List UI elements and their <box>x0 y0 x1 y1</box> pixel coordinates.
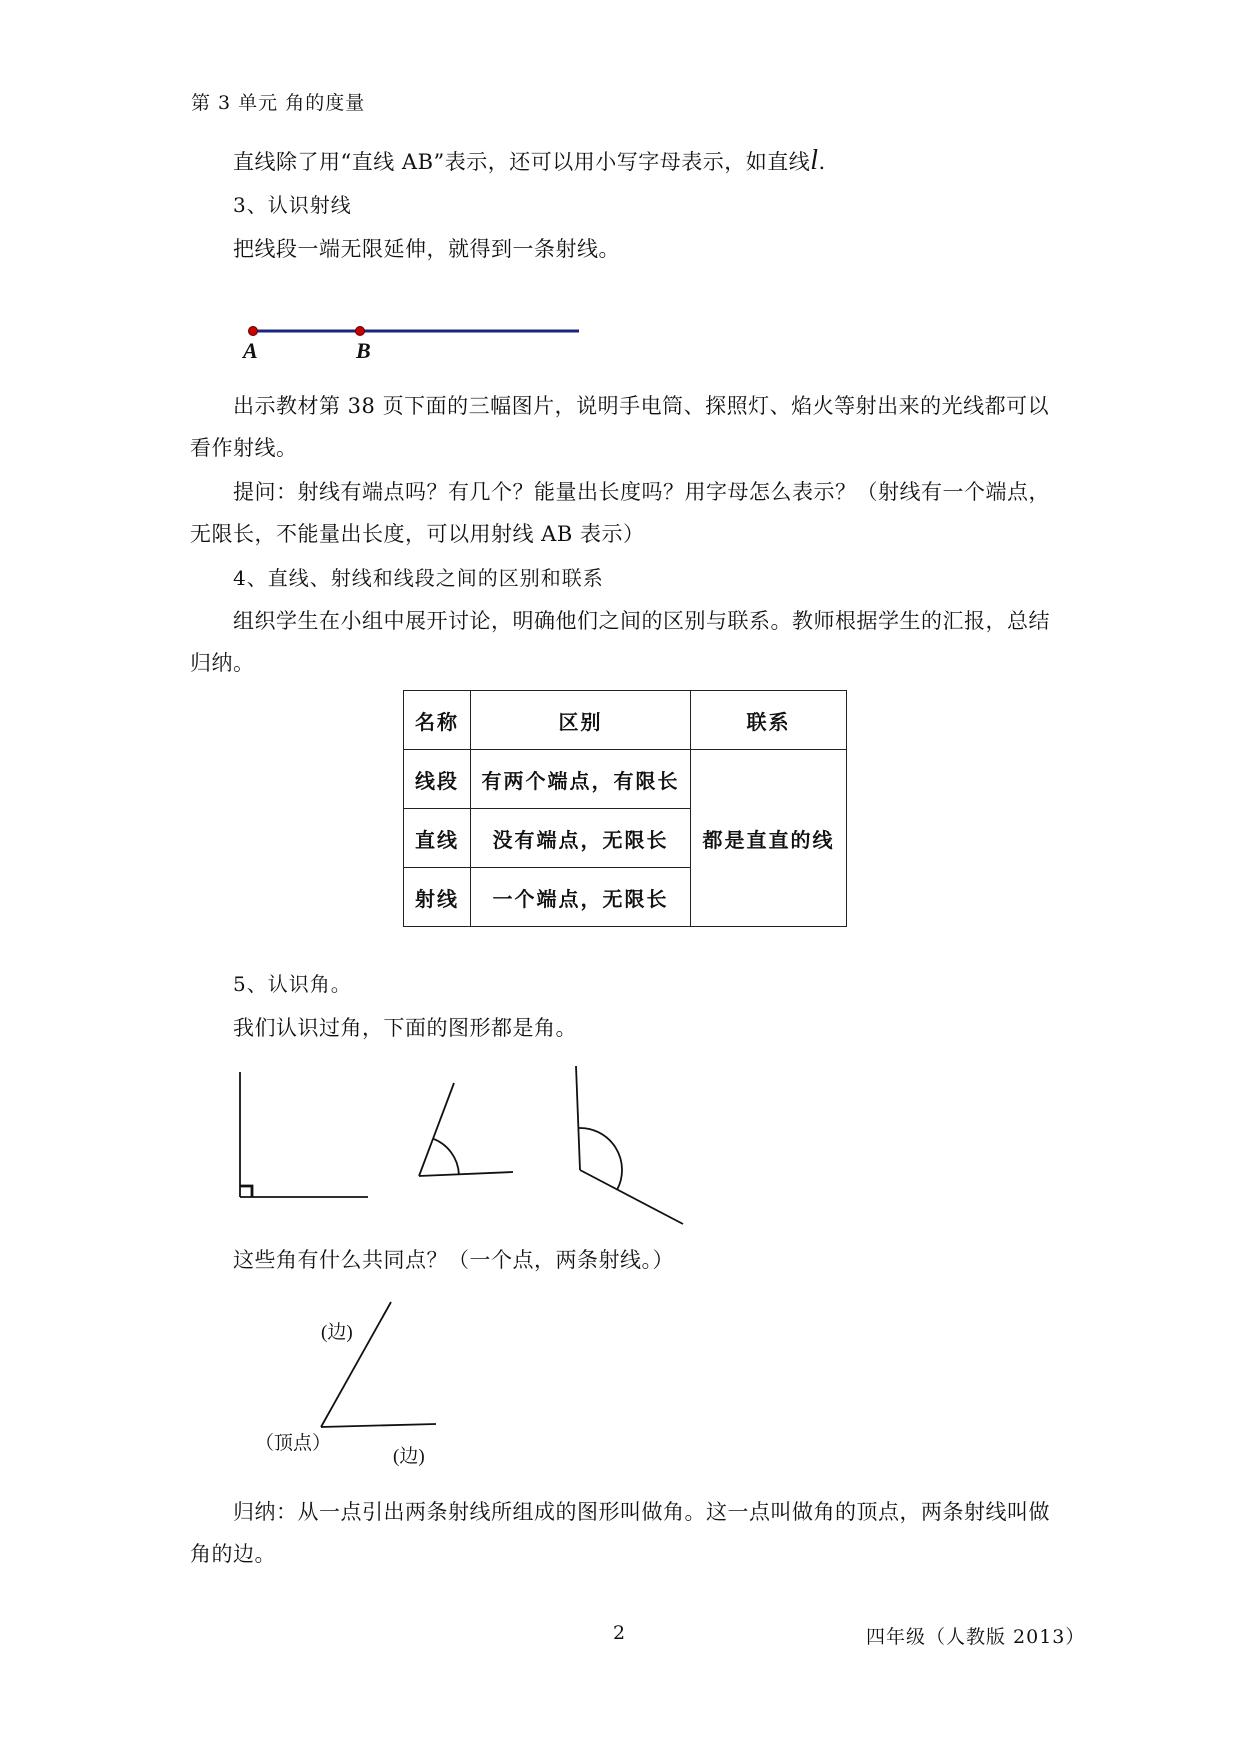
header-connection: 联系 <box>691 691 847 750</box>
row-name: 射线 <box>404 868 471 927</box>
point-a-label: A <box>243 338 258 363</box>
obtuse-angle-figure <box>576 1066 683 1224</box>
summary-line-1: 归纳：从一点引出两条射线所组成的图形叫做角。这一点叫做角的顶点，两条射线叫做 <box>233 1500 1050 1524</box>
right-angle-figure <box>240 1072 368 1197</box>
comparison-table <box>403 690 847 927</box>
section-4-title: 4、直线、射线和线段之间的区别和联系 <box>233 566 604 590</box>
acute-angle-upper-side <box>419 1083 454 1176</box>
row-difference: 一个端点，无限长 <box>471 868 691 927</box>
angles-intro: 我们认识过角，下面的图形都是角。 <box>233 1016 577 1040</box>
table-row <box>404 750 847 809</box>
obtuse-angle-lower-side <box>580 1170 683 1224</box>
line-period: . <box>818 150 826 174</box>
section-5-title: 5、认识角。 <box>233 972 352 996</box>
ray-definition: 把线段一端无限延伸，就得到一条射线。 <box>233 237 620 261</box>
grade-edition: 四年级（人教版 2013） <box>866 1626 1086 1648</box>
discuss-line-1: 组织学生在小组中展开讨论，明确他们之间的区别与联系。教师根据学生的汇报，总结 <box>233 609 1050 633</box>
acute-angle-lower-side <box>419 1172 513 1176</box>
header-difference: 区别 <box>471 691 691 750</box>
question-line-1: 提问：射线有端点吗？有几个？能量出长度吗？用字母怎么表示？（射线有一个端点， <box>233 480 1050 504</box>
labeled-angle-lower-side <box>321 1424 436 1427</box>
line-letter: l <box>810 145 819 176</box>
point-b-label: B <box>356 338 371 363</box>
row-difference: 没有端点，无限长 <box>471 809 691 868</box>
row-name: 线段 <box>404 750 471 809</box>
point-b-dot <box>356 327 365 336</box>
unit-header: 第 3 单元 角的度量 <box>191 92 366 114</box>
show-text-line-2: 看作射线。 <box>190 436 298 460</box>
common-question: 这些角有什么共同点？（一个点，两条射线。） <box>233 1248 674 1272</box>
summary-line-2: 角的边。 <box>190 1542 276 1566</box>
obtuse-angle-upper-side <box>576 1066 580 1170</box>
page-number: 2 <box>613 1622 626 1644</box>
common-connection: 都是直直的线 <box>691 750 847 927</box>
discuss-line-2: 归纳。 <box>190 651 255 675</box>
acute-angle-figure <box>419 1083 513 1176</box>
acute-angle-arc <box>433 1139 459 1175</box>
row-difference: 有两个端点，有限长 <box>471 750 691 809</box>
side-label-top: (边) <box>321 1322 353 1343</box>
question-line-2: 无限长，不能量出长度，可以用射线 AB 表示） <box>190 522 645 546</box>
section-3-title: 3、认识射线 <box>233 193 352 217</box>
header-name: 名称 <box>404 691 471 750</box>
right-angle-mark <box>240 1186 252 1197</box>
table-header-row <box>404 691 847 750</box>
vertex-label: （顶点） <box>255 1433 332 1454</box>
show-text-line-1: 出示教材第 38 页下面的三幅图片，说明手电筒、探照灯、焰火等射出来的光线都可以 <box>233 394 1050 418</box>
line-notation-text: 直线除了用“直线 AB”表示，还可以用小写字母表示，如直线 <box>233 150 811 174</box>
ray-figure <box>249 327 580 336</box>
point-a-dot <box>249 327 258 336</box>
side-label-bottom: (边) <box>393 1446 425 1467</box>
row-name: 直线 <box>404 809 471 868</box>
